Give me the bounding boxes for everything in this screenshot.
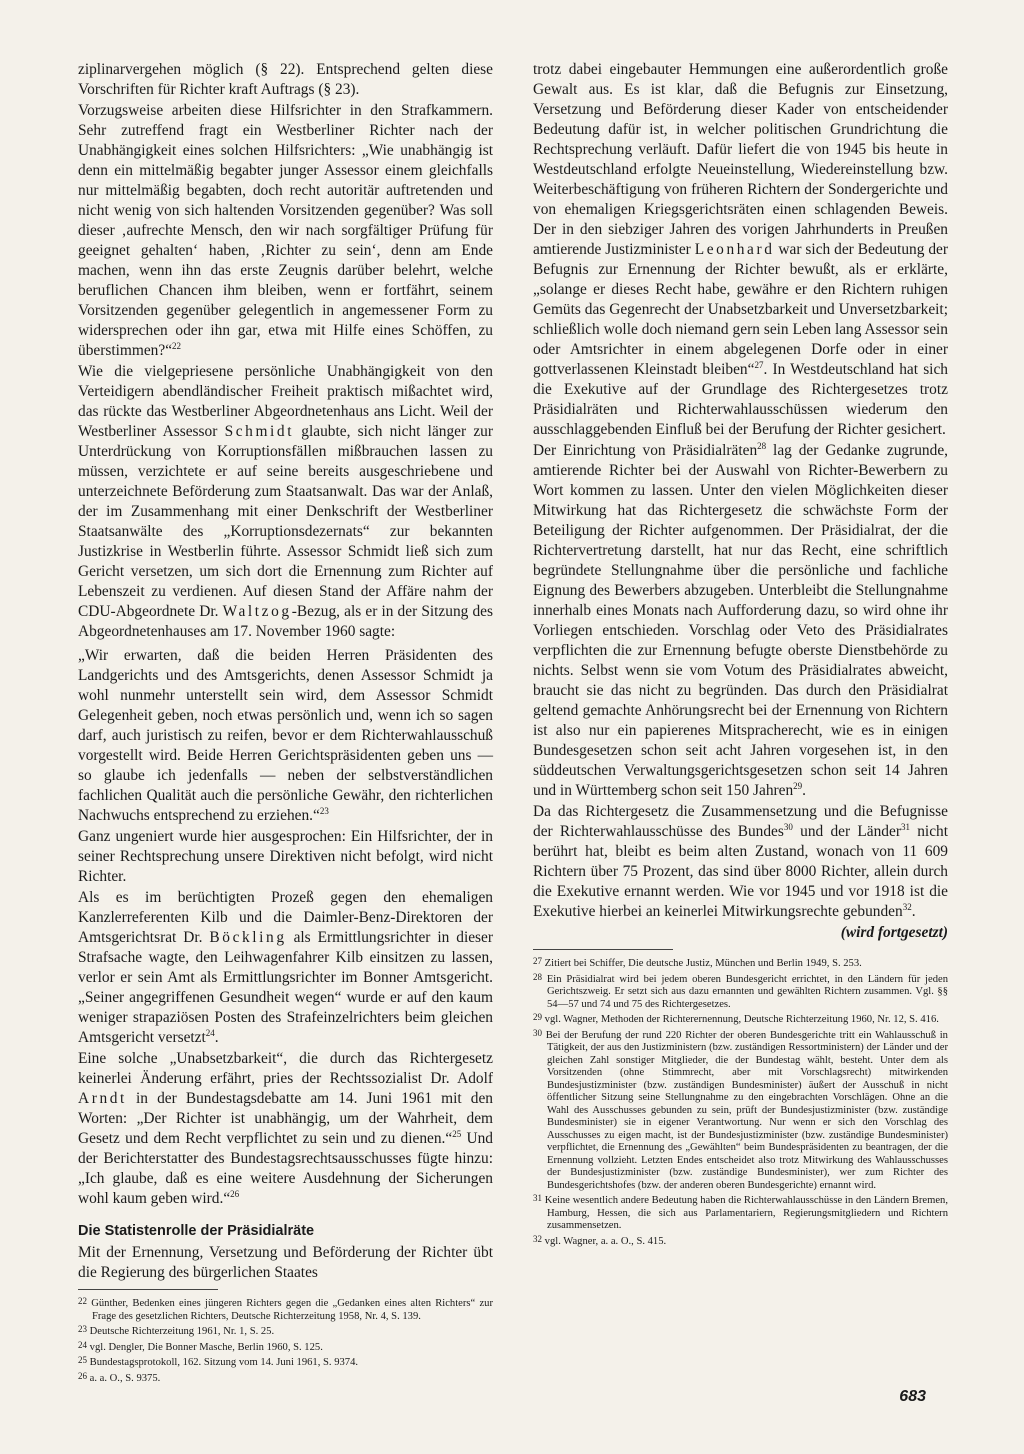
footnotes-right bbox=[533, 955, 948, 1248]
paragraph: Da das Richtergesetz die Zusammensetzung und die Befugnisse der Richterwahlausschüsse des Bundes$^{30}$ und der Länder$^{31}$ nicht berührt hat, bleibt es beim alten Zustand, wonach von 11 609 Richtern über 75 Prozent, das sind über 8000 Richter, allein durch die Exekutive ernannt werden. Wie vor 1945 und vor 1918 ist die Exekutive hierbei an keinerlei Mitwirkungsrechte gebunden$^{32}$. bbox=[533, 803, 948, 920]
person-name: Waltzog bbox=[222, 603, 292, 620]
paragraph-text: war sich der Bedeutung der Befugnis zur Ernennung der Richter bewußt, als er erklärte, „solange er dieses Recht habe, gewähre er den Richtern ruhigen Gemüts das Gegenrecht der Unabsetzbarkeit und Unversetzbarkeit; schließlich wolle doch niemand gern sein Leben lang Assessor sein oder Amtsrichter in einem abgelegenen Dorfe oder in einer gottverlassenen Kleinstadt bleiben“ bbox=[533, 241, 948, 378]
paragraph-text: Mit der Ernennung, Versetzung und Beförderung der Richter übt die Regierung des bürgerlichen Staates bbox=[78, 1244, 493, 1281]
paragraph: Der Einrichtung von Präsidialräten$^{28}$ lag der Gedanke zugrunde, amtierende Richter bei der Auswahl von Richter-Bewerbern zu Wort kommen zu lassen. Unter den vielen Möglichkeiten dieser Mitwirkung hat das Richtergesetz die schwächste Form der Beteiligung der Richter aufgenommen. Der Präsidialrat, der die Richtervertretung darstellt, hat nur das Recht, eine schriftlich begründete Stellungnahme über die persönliche und fachliche Eignung des Bewerbers abzugeben. Unterbleibt die Stellungnahme innerhalb eines Monats nach Aufforderung dazu, so wird ohne ihr Vorliegen entschieden. Vorschlag oder Veto des Präsidialrates verpflichten die zur Ernennung befugte oberste Dienstbehörde zu nichts. Selbst wenn sie vom Votum des Präsidialrates abweicht, braucht sie das nicht zu begründen. Das durch den Präsidialrat geltend gemachte Anhörungsrecht bei der Ernennung von Richtern ist also nur ein papierenes Mitspracherecht, wie es in einigen Bundesgesetzen schon seit acht Jahren vorgesehen ist, in den süddeutschen Verwaltungsgerichtsgesetzen schon seit 14 Jahren und in Württemberg schon seit 150 Jahren$^{29}$. bbox=[533, 441, 948, 799]
footnote: 23 Deutsche Richterzeitung 1961, Nr. 1, S. 25. bbox=[78, 1324, 275, 1337]
paragraph bbox=[78, 60, 493, 100]
footnote: 31 Keine wesentlich andere Bedeutung haben die Richterwahlausschüsse in den Ländern Bremen, Hamburg, Hessen, die sich aus Parlamentariern, Regierungsmitgliedern und Richtern zusammensetzen. bbox=[533, 1193, 949, 1231]
footnote-ref: 27 bbox=[754, 360, 764, 370]
footnote: 28 Ein Präsidialrat wird bei jedem oberen Bundesgericht errichtet, in den Ländern für jeden Gerichtszweig. Er setzt sich aus dazu ernannten und gewählten Richtern zusammen. Vgl. §§ 54—57 und 74 und 75 des Richtergesetzes. bbox=[533, 971, 948, 1010]
footnote-ref: 32 bbox=[902, 902, 912, 912]
quotation-text: „Wir erwarten, daß die beiden Herren Präsidenten des Landgerichts und des Amtsgerichts, denen Assessor Schmidt ja wohl nunmehr unterstellt sein wird, dem Assessor Schmidt Gelegenheit geben, noch etwas persönlich und, wenn ich so sagen darf, auch juristisch zu reifen, bevor er dem Richterwahlausschuß vorgestellt wird. Beide Herren Gerichtspräsidenten geben uns — so glaube ich jedenfalls — neben der selbstverständlichen fachlichen Qualität auch die persönliche Gewähr, den richterlichen Nachwuchs entsprechend zu erziehen.“ bbox=[78, 647, 493, 824]
footnote: 22 Günther, Bedenken eines jüngeren Richters gegen die „Gedanken eines alten Richters“ zur Frage des gesetzlichen Richters, Deutsche Richterzeitung 1958, Nr. 4, S. 139. bbox=[78, 1296, 493, 1322]
footnote: 32 vgl. Wagner, a. a. O., S. 415. bbox=[533, 1233, 667, 1247]
right-column bbox=[533, 60, 948, 1248]
paragraph-text: glaubte, sich nicht länger zur Unterdrückung von Korruptionsfällen mißbrauchen lassen zu müssen, verzichtete er auf seine bereits ausgeschriebene und unterzeichnete Beförderung zum Staatsanwalt. Das war der Anlaß, der im Zusammenhang mit einer Denkschrift der Westberliner Staatsanwälte des „Korruptionsdezernats“ zur bekannten Justizkrise in Westberlin führte. Assessor Schmidt ließ sich zum Gericht versetzen, um sich dort die Ernennung zum Richter auf Lebenszeit zu verdienen. Auf diesen Stand der Affäre nahm der CDU-Abgeordnete Dr. bbox=[78, 423, 493, 620]
paragraph bbox=[533, 60, 948, 440]
paragraph-text: als Ermittlungsrichter in dieser Strafsache wagte, den Leihwagenfahrer Kilb einsitzen zu lassen, verlor er sein Amt als Ermittlungsrichter im Bonner Amtsgericht. „Seiner angegriffenen Gesundheit wegen“ wurde er auf den kaum weniger strapaziösen Posten des Strafeinzelrichters beim gleichen Amtsgericht versetzt bbox=[78, 929, 493, 1046]
left-column bbox=[78, 60, 493, 1385]
paragraph-text: in der Bundestagsdebatte am 14. Juni 1961 mit den Worten: „Der Richter ist unabhängig, um der Wahrheit, dem Gesetz und dem Recht verpflichtet zu sein und zu dienen.“ bbox=[78, 1090, 493, 1147]
footnote: 30 Bei der Berufung der rund 220 Richter der oberen Bundesgerichte tritt ein Wahlausschuß in Tätigkeit, der aus den Justizministern (bzw. zuständigen Ressortministern) der Länder und der gleichen Zahl sonstiger Mitglieder, die der Bundestag wählt, besteht. Unter dem als Vorsitzenden (ohne Stimmrecht, aber mit Vorschlagsrecht) mitwirkenden Bundesjustizminister (bzw. zuständigen Bundesminister) äußert der Ausschuß in nicht öffentlicher Sitzung seine Stellungnahme zu den eingebrachten Vorschlägen. Ohne an die Wahl des Ausschusses gebunden zu sein, prüft der Bundesjustizminister (bzw. zuständige Bundesminister) sie in eigener Verantwortung. Nur wenn er sich den Vorschlag des Ausschusses zu eigen macht, ist der Bundesjustizminister (bzw. zuständige Bundesminister) verpflichtet, die Ernennung des „Gewählten“ beim Bundespräsidenten zu beantragen, der die Ernennung vollzieht. Letzten Endes entscheidet also trotz Mitwirkung des Wahlausschusses der Bundesjustizminister (bzw. zuständige Bundesminister), wer zum Richter des Bundesgerichtshofes (bzw. der anderen oberen Bundesgerichte) ernannt wird. bbox=[533, 1027, 948, 1191]
paragraph bbox=[78, 827, 493, 887]
section-heading: Die Statistenrolle der Präsidialräte bbox=[78, 1223, 315, 1239]
page-number: 683 bbox=[899, 1388, 926, 1405]
footnote-ref: 28 bbox=[757, 441, 767, 451]
footnote-ref: 23 bbox=[319, 806, 329, 816]
paragraph-text: ziplinarvergehen möglich (§ 22). Entsprechend gelten diese Vorschriften für Richter kraft Auftrags (§ 23). bbox=[78, 61, 493, 98]
paragraph-text: Vorzugsweise arbeiten diese Hilfsrichter in den Strafkammern. Sehr zutreffend fragt ein Westberliner Richter nach der Unabhängigkeit eines solchen Hilfsrichters: „Wie unabhängig ist denn ein mittelmäßig begabter junger Assessor einem gleichfalls nur mittelmäßig begabten, doch recht autoritär auftretenden und nicht wenig von sich haltenden Vorsitzenden gegenüber? Was soll dieser ‚aufrechte Mensch, den wir nach sorgfältiger Prüfung für geeignet gehalten‘ haben, ‚Richter zu sein‘, denn am Ende machen, wenn ihn das erste Zeugnis darüber belehrt, welche beruflichen Chancen ihm bleiben, wenn er fortfährt, seinem Vorsitzenden gegenüber gelegentlich in angemessener Form zu widersprechen oder ihn gar, etwa mit Hilfe eines Schöffen, zu überstimmen?“ bbox=[78, 102, 493, 359]
footnote: 25 Bundestagsprotokoll, 162. Sitzung vom 14. Juni 1961, S. 9374. bbox=[78, 1355, 359, 1368]
person-name: Böckling bbox=[209, 929, 287, 946]
continued-note: (wird fortgesetzt) bbox=[840, 924, 948, 941]
person-name: Arndt bbox=[78, 1090, 127, 1107]
paragraph-text: und der Länder bbox=[792, 823, 901, 840]
footnote-ref: 24 bbox=[205, 1028, 215, 1038]
footnote-divider bbox=[78, 1289, 218, 1290]
person-name: Leonhard bbox=[694, 241, 775, 258]
paragraph-text: Eine solche „Unabsetzbarkeit“, die durch das Richtergesetz keinerlei Änderung erfährt, pries der Rechtssozialist Dr. Adolf bbox=[78, 1050, 493, 1087]
paragraph-text: trotz dabei eingebauter Hemmungen eine außerordentlich große Gewalt aus. Es ist klar, daß die Befugnis zur Einsetzung, Versetzung und Beförderung dieser Kader von entscheidender Bedeutung dafür ist, in welcher politischen Grundrichtung die Rechtsprechung verläuft. Dafür liefert die von 1945 bis heute in Westdeutschland erfolgte Neueinstellung, Wiedereinstellung bzw. Weiterbeschäftigung von früheren Richtern der Sondergerichte und von ehemaligen Kriegsgerichtsräten einen schlagenden Beweis. Der in den siebziger Jahren des vorigen Jahrhunderts in Preußen amtierende Justizminister bbox=[533, 61, 948, 258]
footnote-ref: 25 bbox=[452, 1129, 462, 1139]
footnote: 24 vgl. Dengler, Die Bonner Masche, Berlin 1960, S. 125. bbox=[78, 1339, 323, 1353]
footnote-ref: 30 bbox=[783, 822, 793, 832]
paragraph bbox=[78, 362, 493, 642]
paragraph bbox=[78, 1049, 493, 1209]
footnote: 29 vgl. Wagner, Methoden der Richterernennung, Deutsche Richterzeitung 1960, Nr. 12, S. 416. bbox=[533, 1012, 939, 1025]
paragraph: Als es im berüchtigten Prozeß gegen den ehemaligen Kanzlerreferenten Kilb und die Daimler-Benz-Direktoren der Amtsgerichtsrat Dr. Böckling als Ermittlungsrichter in dieser Strafsache wagte, den Leihwagenfahrer Kilb einsitzen zu lassen, verlor er sein Amt als Ermittlungsrichter im Bonner Amtsgericht. „Seiner angegriffenen Gesundheit wegen“ wurde er auf den kaum weniger strapaziösen Posten des Strafeinzelrichters beim gleichen Amtsgericht versetzt$^{24}$. bbox=[78, 889, 493, 1046]
person-name: Schmidt bbox=[224, 423, 295, 440]
footnote-ref: 31 bbox=[900, 822, 910, 832]
paragraph-text: nicht berührt hat, bleibt es beim alten Zustand, wonach von 11 609 Richtern über 75 Prozent, das sind über 8000 Richter, allein durch die Exekutive ernannt werden. Wie vor 1945 und vor 1918 ist die Exekutive hierbei an keinerlei Mitwirkungsrechte gebunden bbox=[533, 823, 948, 920]
paragraph-text: Als es im berüchtigten Prozeß gegen den ehemaligen Kanzlerreferenten Kilb und die Daimler-Benz-Direktoren der Amtsgerichtsrat Dr. bbox=[78, 889, 493, 946]
footnote: 26 a. a. O., S. 9375. bbox=[78, 1370, 161, 1384]
footnote-ref: 22 bbox=[172, 341, 182, 351]
paragraph-text: Ganz ungeniert wurde hier ausgesprochen: Ein Hilfsrichter, der in seiner Rechtsprechung unsere Direktiven nicht befolgt, wird nicht Richter. bbox=[78, 828, 493, 885]
footnote-divider bbox=[533, 949, 673, 950]
paragraph-text: Der Einrichtung von Präsidialräten bbox=[533, 442, 758, 459]
paragraph-text: Wie die vielgepriesene persönliche Unabhängigkeit von den Verteidigern abendländischer Freiheit praktisch mißachtet wird, das rückte das Westberliner Abgeordnetenhaus ans Licht. Weil der Westberliner Assessor bbox=[78, 363, 493, 440]
paragraph-text: . In Westdeutschland hat sich die Exekutive auf der Grundlage des Richtergesetzes trotz Präsidialräten und Richterwahlausschüssen wiederum den ausschlaggebenden Einfluß bei der Berufung der Richter gesichert. bbox=[533, 361, 948, 438]
footnote: 27 Zitiert bei Schiffer, Die deutsche Justiz, München und Berlin 1949, S. 253. bbox=[533, 956, 862, 969]
footnote-ref: 26 bbox=[230, 1189, 240, 1199]
footnotes-left bbox=[78, 1295, 493, 1385]
paragraph-text: Und der Berichterstatter des Bundestagsrechtsausschusses fügte hinzu: „Ich glaube, daß es eine weitere Ausdehnung der Sicherungen wohl kaum geben wird.“ bbox=[78, 1130, 493, 1207]
paragraph-text: -Bezug, als er in der Sitzung des Abgeordnetenhauses am 17. November 1960 sagte: bbox=[78, 603, 493, 640]
paragraph-text: lag der Gedanke zugrunde, amtierende Richter bei der Auswahl von Richter-Bewerbern zu Wort kommen zu lassen. Unter den vielen Möglichkeiten dieser Mitwirkung hat das Richtergesetz die schwächste Form der Beteiligung der Richter aufgenommen. Der Präsidialrat, der die Richtervertretung darstellt, hat nur das Recht, eine schriftlich begründete Stellungnahme über die persönliche und fachliche Eignung des Bewerbers abzugeben. Unterbleibt die Stellungnahme innerhalb eines Monats nach Aufforderung dazu, so wird ohne ihr Vorliegen entschieden. Vorschlag oder Veto des Präsidialrates verpflichten die zur Ernennung befugte oberste Dienstbehörde zu nichts. Selbst wenn sie vom Votum des Präsidialrates abweicht, braucht sie das nicht zu begründen. Das durch den Präsidialrat geltend gemachte Anhörungsrecht bei der Ernennung von Richtern ist also nur ein papierenes Mitspracherecht, wie es in einigen Bundesgesetzen schon seit acht Jahren vorgesehen ist, in den süddeutschen Verwaltungsgerichtsgesetzen schon seit 14 Jahren und in Württemberg schon seit 150 Jahren bbox=[533, 442, 948, 799]
footnote-ref: 29 bbox=[793, 781, 803, 791]
paragraph-text: Da das Richtergesetz die Zusammensetzung und die Befugnisse der Richterwahlausschüsse des Bundes bbox=[533, 803, 948, 840]
quotation bbox=[78, 646, 493, 826]
paragraph bbox=[78, 1243, 493, 1283]
paragraph bbox=[78, 101, 493, 361]
